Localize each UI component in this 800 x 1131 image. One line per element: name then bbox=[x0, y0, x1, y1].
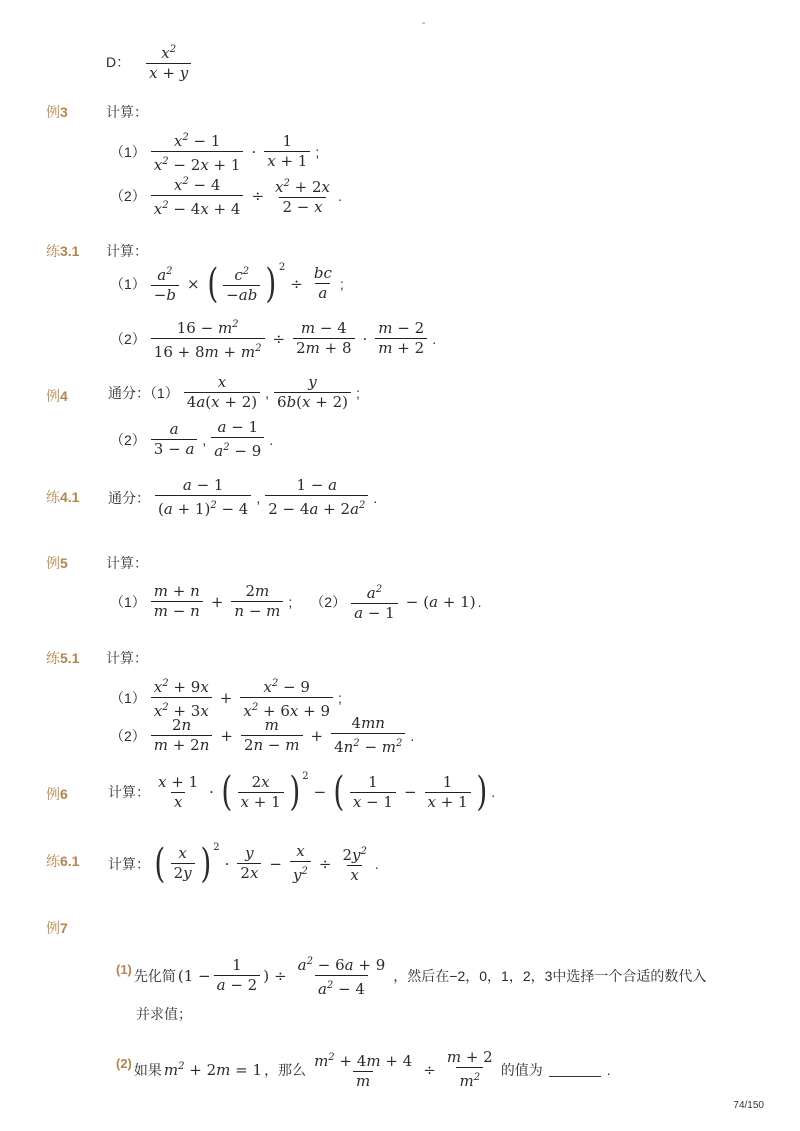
practice-5-1-command: 计算： bbox=[106, 650, 148, 666]
fraction: $\frac{a - 1}{a^2 - 9}$ bbox=[211, 418, 264, 461]
question-text: ，然后在−2，0，1，2，3中选择一个合适的数代入 bbox=[393, 967, 707, 984]
example-5-parts: （1） $\frac{m + n}{m - n}$ + $\frac{2m}{n - m}$ ; （2） $\frac{a^2}{a - 1}$ − (a + 1) . bbox=[110, 582, 482, 622]
fraction: $\frac{2y^2}{x}$ bbox=[342, 846, 367, 884]
fraction: $\frac{1}{a - 2}$ bbox=[214, 956, 261, 995]
label-number: 4 bbox=[60, 388, 68, 404]
label-prefix: 练 bbox=[46, 650, 60, 666]
label-prefix: 例 bbox=[46, 555, 60, 571]
fraction: $\frac{m + n}{m - n}$ bbox=[151, 582, 203, 621]
fraction: $\frac{1 - a}{2 - 4a + 2a^2}$ bbox=[265, 476, 368, 519]
fraction: $\frac{1}{x + 1}$ bbox=[264, 132, 310, 171]
fraction: $\frac{m}{2n - m}$ bbox=[241, 716, 303, 755]
question-text: ，那么 bbox=[264, 1061, 307, 1078]
command: 通分： bbox=[108, 489, 150, 506]
fraction: $\frac{m + 2}{m^2}$ bbox=[446, 1048, 493, 1090]
fraction: $\frac{16 - m^2}{16 + 8m + m^2}$ bbox=[151, 315, 265, 362]
fraction: $\frac{x^2 - 9}{x^2 + 6x + 9}$ bbox=[240, 674, 333, 721]
fraction: $\frac{c^2}{-ab}$ bbox=[223, 262, 260, 305]
fraction: $\frac{4mn}{4n^2 - m^2}$ bbox=[331, 714, 405, 757]
example-3-part-1: （1） $\frac{x^2 - 1}{x^2 - 2x + 1}$ · $\frac{1}{x + 1}$ ; bbox=[108, 128, 321, 175]
fraction: $\frac{y}{6b(x + 2)}$ bbox=[274, 373, 351, 412]
fraction: $\frac{x^2 + 9x}{x^2 + 3x}$ bbox=[151, 674, 212, 721]
practice-3-1-command: 计算： bbox=[106, 243, 148, 259]
label-prefix: 例 bbox=[46, 388, 60, 404]
label-number: 6.1 bbox=[60, 853, 80, 869]
fraction: $\frac{m^2 + 4m + 4}{m}$ bbox=[314, 1052, 413, 1090]
question-text: . bbox=[606, 1061, 611, 1078]
fraction: $\frac{a}{3 - a}$ bbox=[151, 420, 198, 459]
fraction: $\frac{bc}{a}$ bbox=[313, 264, 332, 302]
fraction: $\frac{1}{x + 1}$ bbox=[425, 773, 471, 812]
fraction: $\frac{2m}{n - m}$ bbox=[231, 582, 283, 621]
command: 计算： bbox=[108, 855, 150, 872]
label-number: 5.1 bbox=[60, 650, 80, 666]
label-number: 3.1 bbox=[60, 243, 80, 259]
practice-3-1-part-1: （1） $\frac{a^2}{-b}$ × ( $\frac{c^2}{-ab}$ ) $^2$ ÷ $\frac{bc}{a}$ ; bbox=[110, 260, 344, 307]
fraction: $\frac{m - 2}{m + 2}$ bbox=[375, 319, 427, 358]
example-7-label bbox=[46, 918, 68, 938]
part-label: （1） bbox=[110, 143, 146, 160]
command: 计算： bbox=[108, 784, 150, 800]
top-mark: - bbox=[422, 18, 426, 29]
example-7-question-1: (1) 先化简 (1 − $\frac{1}{a - 2}$ ) ÷ $\frac{a^2 - 6a + 9}{a^2 - 4}$ ，然后在−2，0，1，2，3中选择一个合适的数代入 bbox=[116, 952, 708, 999]
label-prefix: 例 bbox=[46, 104, 60, 120]
answer-blank[interactable] bbox=[549, 1062, 601, 1077]
example-3-label bbox=[46, 102, 68, 122]
part-label: （1） bbox=[110, 593, 146, 610]
practice-3-1-label bbox=[46, 241, 79, 261]
question-text: 如果 bbox=[133, 1061, 162, 1078]
example-3-part-2: （2） $\frac{x^2 - 4}{x^2 - 4x + 4}$ ÷ $\frac{x^2 + 2x}{2 - x}$ . bbox=[108, 172, 344, 219]
label-prefix: 练 bbox=[46, 489, 60, 505]
question-text: 的值为 bbox=[500, 1061, 543, 1078]
label-number: 3 bbox=[60, 104, 68, 120]
fraction: $\frac{2n}{m + 2n}$ bbox=[151, 716, 213, 755]
example-5-command: 计算： bbox=[106, 555, 148, 571]
practice-4-1-expression: 通分： $\frac{a - 1}{(a + 1)^2 - 4}$ , $\frac{1 - a}{2 - 4a + 2a^2}$ . bbox=[108, 476, 378, 518]
label-prefix: 例 bbox=[46, 786, 60, 802]
fraction: $\frac{a^2}{-b}$ bbox=[151, 262, 179, 305]
label-prefix: 例 bbox=[46, 920, 60, 936]
part-label: （1） bbox=[110, 275, 146, 292]
fraction: $\frac{a - 1}{(a + 1)^2 - 4}$ bbox=[155, 476, 251, 519]
fraction: $\frac{x + 1}{x}$ bbox=[158, 772, 199, 811]
practice-5-1-part-1: （1） $\frac{x^2 + 9x}{x^2 + 3x}$ + $\frac{x^2 - 9}{x^2 + 6x + 9}$ ; bbox=[108, 674, 344, 721]
practice-6-1-label bbox=[46, 851, 79, 871]
fraction: $\frac{m - 4}{2m + 8}$ bbox=[293, 319, 354, 358]
example-7-question-1-line-2: 并求值； bbox=[136, 1006, 192, 1022]
fraction: $\frac{x}{4a(x + 2)}$ bbox=[184, 373, 260, 412]
fraction: $\frac{x}{y^2}$ bbox=[290, 842, 311, 885]
example-4-label bbox=[46, 386, 68, 406]
question-number: (2) bbox=[116, 1056, 132, 1071]
part-label: （2） bbox=[110, 187, 146, 204]
label-prefix: 练 bbox=[46, 853, 60, 869]
part-label: （2） bbox=[310, 593, 347, 610]
label-number: 4.1 bbox=[60, 489, 80, 505]
fraction: $\frac{x^2 - 1}{x^2 - 2x + 1}$ bbox=[151, 128, 244, 175]
fraction: $\frac{y}{2x}$ bbox=[237, 844, 261, 883]
fraction: $\frac{x^2 + 2x}{2 - x}$ bbox=[275, 178, 330, 216]
label-number: 6 bbox=[60, 786, 68, 802]
option-d-label: D： bbox=[106, 53, 131, 70]
option-d bbox=[104, 40, 194, 83]
fraction: $\frac{2x}{x + 1}$ bbox=[238, 773, 284, 812]
example-5-label bbox=[46, 553, 68, 573]
fraction: $\frac{x^2}{x + y}$ bbox=[146, 40, 191, 83]
command: 通分：（1） bbox=[108, 384, 179, 401]
example-7-question-2: (2) 如果 $m^2 + 2m = 1$ ，那么 $\frac{m^2 + 4m + 4}{m}$ ÷ $\frac{m + 2}{m^2}$ 的值为 . bbox=[116, 1048, 611, 1090]
label-number: 7 bbox=[60, 920, 68, 936]
label-prefix: 练 bbox=[46, 243, 60, 259]
example-6-label bbox=[46, 784, 68, 804]
part-label: （2） bbox=[110, 330, 146, 347]
part-label: （2） bbox=[110, 727, 146, 744]
example-3-command: 计算： bbox=[106, 104, 148, 120]
part-label: （2） bbox=[110, 431, 146, 448]
fraction: $\frac{x}{2y}$ bbox=[171, 844, 195, 883]
question-number: (1) bbox=[116, 962, 132, 977]
fraction: $\frac{a^2}{a - 1}$ bbox=[351, 580, 398, 623]
practice-5-1-label bbox=[46, 648, 79, 668]
practice-5-1-part-2: （2） $\frac{2n}{m + 2n}$ + $\frac{m}{2n - m}$ + $\frac{4mn}{4n^2 - m^2}$ . bbox=[110, 714, 415, 756]
fraction: $\frac{1}{x - 1}$ bbox=[350, 773, 396, 812]
fraction: $\frac{a^2 - 6a + 9}{a^2 - 4}$ bbox=[297, 956, 386, 998]
question-text: 先化简 bbox=[133, 967, 176, 984]
fraction: $\frac{x^2 - 4}{x^2 - 4x + 4}$ bbox=[151, 172, 244, 219]
example-4-part-2: （2） $\frac{a}{3 - a}$ , $\frac{a - 1}{a^2 - 9}$ . bbox=[110, 418, 274, 460]
practice-6-1-expression: 计算： ( $\frac{x}{2y}$ ) $^2$ · $\frac{y}{2x}$ − $\frac{x}{y^2}$ ÷ $\frac{2y^2}{x}$ . bbox=[108, 840, 379, 887]
example-6-expression: 计算： $\frac{x + 1}{x}$ · ( $\frac{2x}{x + 1}$ ) $^2$ − ( $\frac{1}{x - 1}$ − $\frac{1}{x + 1}$ ) . bbox=[108, 769, 496, 815]
example-4-part-1: 通分：（1） $\frac{x}{4a(x + 2)}$ , $\frac{y}{6b(x + 2)}$ ; bbox=[108, 373, 360, 411]
practice-4-1-label bbox=[46, 487, 79, 507]
practice-3-1-part-2: （2） $\frac{16 - m^2}{16 + 8m + m^2}$ ÷ $\frac{m - 4}{2m + 8}$ · $\frac{m - 2}{m + 2}$ . bbox=[108, 315, 438, 362]
label-number: 5 bbox=[60, 555, 68, 571]
part-label: （1） bbox=[110, 689, 146, 706]
page-number: 74/150 bbox=[733, 1100, 764, 1111]
